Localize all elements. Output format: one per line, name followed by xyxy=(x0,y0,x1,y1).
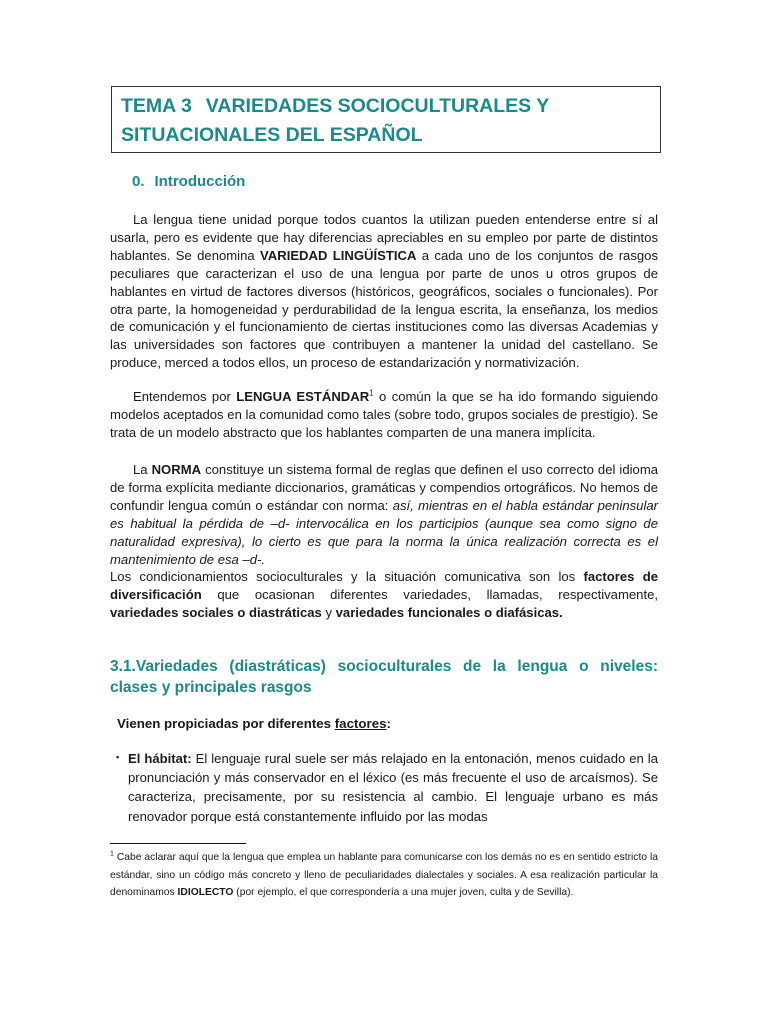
paragraph-text: La lengua tiene unidad porque todos cuantos la utilizan pueden entenderse entre sí al usarla, pero es evidente que hay diferencias apreciables en su empleo por parte de distintos hablantes. Se denomina xyxy=(110,212,658,263)
paragraph-variedad xyxy=(110,211,658,372)
term-factores-diversificacion: factores de diversificación xyxy=(110,569,658,603)
term-lengua-estandar: LENGUA ESTÁNDAR xyxy=(236,389,370,404)
term-variedades-funcionales: variedades funcionales o diafásicas. xyxy=(335,605,563,621)
paragraph-norma xyxy=(110,461,658,568)
example-italic: así, mientras en el habla estándar peninsular es habitual la pérdida de –d- intervocálica en los participios (aunque sea como signo de naturalidad expresiva), lo cierto es que para la norma la única realización correcta es el mantenimiento de esa –d-. xyxy=(110,497,658,567)
factors-intro-colon: : xyxy=(386,716,391,731)
title-number: TEMA 3 xyxy=(121,95,192,117)
factors-intro xyxy=(117,716,391,731)
footnote-ref[interactable]: 1 xyxy=(369,388,374,398)
paragraph-text: constituye un sistema formal de reglas que definen el uso correcto del idioma de forma explícita mediante diccionarios, gramáticas y compendios ortográficos. No hemos de confundir lengua común o estándar con norma: xyxy=(110,462,659,513)
title-text-1: VARIEDADES SOCIOCULTURALES Y xyxy=(205,95,550,117)
factors-intro-keyword: factores xyxy=(334,716,387,731)
section-heading-line-2: clases y principales rasgos xyxy=(110,679,312,696)
intro-heading-number: 0. xyxy=(132,173,145,190)
bullet-label: El hábitat: xyxy=(128,751,192,766)
bullet-square-icon: ▪ xyxy=(116,752,120,762)
footnote-1 xyxy=(110,849,658,902)
paragraph-lengua-estandar xyxy=(110,388,658,442)
term-variedad-linguistica: VARIEDAD LINGÜÍSTICA xyxy=(260,247,417,263)
intro-heading-label: Introducción xyxy=(154,173,246,190)
title-line-2: SITUACIONALES DEL ESPAÑOL xyxy=(121,124,423,146)
section-heading-line-1: 3.1.Variedades (diastráticas) socioculturales de la lengua o niveles: xyxy=(110,658,658,675)
footnote-text: Cabe aclarar aquí que la lengua que emplea un hablante para comunicarse con los demás no es en sentido estricto la estándar, sino un código más concreto y lleno de peculiaridades dialectales y sociales. A esa realización particular la denominamos xyxy=(110,852,658,898)
section-heading xyxy=(110,656,658,698)
paragraph-text: y xyxy=(321,605,336,621)
title-line-1 xyxy=(121,92,650,121)
paragraph-text: o común la que se ha ido formando siguiendo modelos aceptados en la comunidad como tales (sobre todo, grupos sociales de prestigio). Se trata de un modelo abstracto que los hablantes comparten de una manera implícita. xyxy=(110,389,658,440)
footnote-separator xyxy=(110,843,246,844)
paragraph-text: que ocasionan diferentes variedades, llamadas, respectivamente, xyxy=(201,587,658,603)
term-norma: NORMA xyxy=(151,462,202,477)
paragraph-text: La xyxy=(133,462,152,477)
factors-intro-text: Vienen propiciadas por diferentes xyxy=(117,716,335,731)
paragraph-text: a cada uno de los conjuntos de rasgos peculiares que caracterizan el uso de una lengua por parte de unos u otros grupos de hablantes en virtud de factores diversos (históricos, geográficos, sociales o funcionales). Por otra parte, la homogeneidad y perdurabilidad de la lengua escrita, la enseñanza, los medios de comunicación y el funcionamiento de ciertas instituciones como las diversas Academias y las universidades son factores que contribuyen a mantener la unidad del castellano. Se produce, merced a todos ellos, un proceso de estandarización y normativización. xyxy=(110,247,658,371)
body-norma xyxy=(110,461,658,622)
bullet-item-habitat xyxy=(128,749,658,826)
title-box xyxy=(111,86,661,153)
intro-body xyxy=(110,211,658,372)
term-idiolecto: IDIOLECTO xyxy=(177,887,234,898)
body-estandar xyxy=(110,388,658,442)
paragraph-text: Entendemos por xyxy=(133,389,237,404)
footnote-text: (por ejemplo, el que correspondería a una mujer joven, culta y de Sevilla). xyxy=(233,887,574,898)
footnote-number: 1 xyxy=(110,850,114,858)
intro-heading xyxy=(132,173,245,190)
term-variedades-sociales: variedades sociales o diastráticas xyxy=(110,605,322,621)
paragraph-text: Los condicionamientos socioculturales y la situación comunicativa son los xyxy=(110,569,584,585)
bullet-text: El lenguaje rural suele ser más relajado en la entonación, menos cuidado en la pronunciación y más conservador en el léxico (es más frecuente el uso de arcaísmos). Se caracteriza, precisamente, por su resistencia al cambio. El lenguaje urbano es más renovador porque está constantemente influido por las modas xyxy=(128,751,658,824)
paragraph-factores xyxy=(110,568,658,622)
